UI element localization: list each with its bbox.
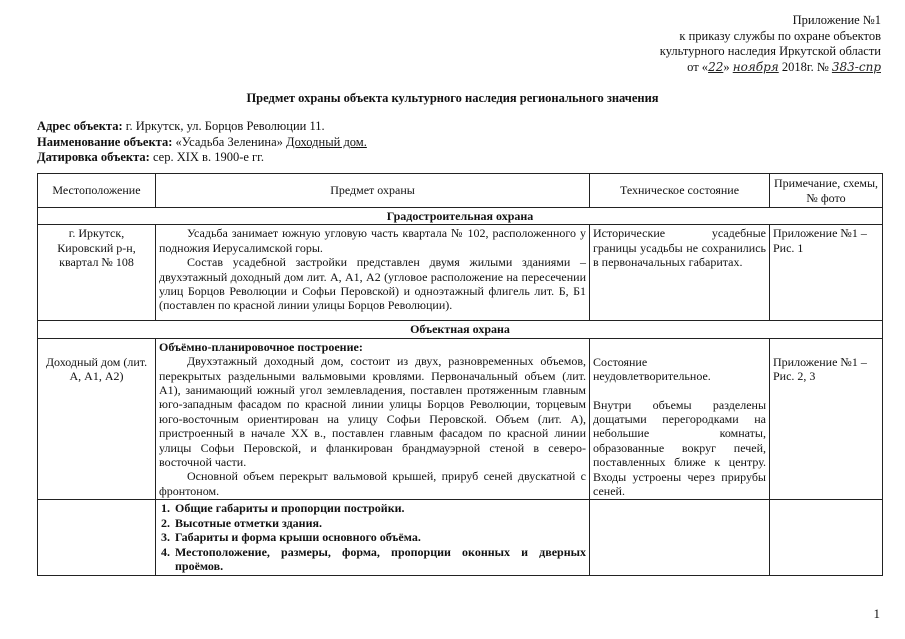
table-header-row xyxy=(38,174,883,208)
address-line xyxy=(37,119,367,135)
row1-location: г. Иркутск, Кировский р-н, квартал № 108 xyxy=(38,225,156,321)
number-label: № xyxy=(816,59,829,74)
row2-condition-p2: Внутри объемы разделены дощатыми перегородками на небольшие комнаты, образованные вокруг печей, поставленных ближе к центру. Входы устроены через прирубы сеней. xyxy=(593,397,766,499)
row2-condition xyxy=(590,338,770,500)
date-line xyxy=(37,150,367,166)
row3-location-empty xyxy=(38,500,156,575)
date-prefix: от « xyxy=(687,59,709,74)
table-row xyxy=(38,338,883,500)
handwritten-day: 22 xyxy=(708,59,724,74)
name-value-underlined: Доходный дом. xyxy=(286,134,367,149)
row2-note: Приложение №1 – Рис. 2, 3 xyxy=(770,338,883,500)
appendix-line-2: к приказу службы по охране объектов xyxy=(679,28,881,43)
date-label: Датировка объекта: xyxy=(37,150,150,164)
list-item: 1. Общие габариты и пропорции постройки. xyxy=(173,501,586,515)
address-label: Адрес объекта: xyxy=(37,119,123,133)
date-year: 2018г. xyxy=(781,59,814,74)
header-condition: Техническое состояние xyxy=(590,174,770,208)
handwritten-number: 383-спр xyxy=(831,59,881,74)
row2-subject-p1: Двухэтажный доходный дом, состоит из двух, разновременных объемов, перекрытых раздельными вальмовыми кровлями. Первоначальный объем (лит. А1), занимающий южный угол землевладения, поставлен протяженным главным юго-западным фасадом по красной линии улицы Борцов Революции, торцевым юго-восточным ориентирован на улицу Софьи Перовской. Объем (лит. А), пристроенный в начале XX в., поставлен главным фасадом по красной линии улицы Софьи Перовской, и фланкирован брандмауэрной стеной в северо-восточной части. xyxy=(159,354,586,470)
page-number: 1 xyxy=(873,606,880,621)
row2-location: Доходный дом (лит. А, А1, А2) xyxy=(38,338,156,500)
row3-condition-empty xyxy=(590,500,770,575)
table-row xyxy=(38,225,883,321)
appendix-header xyxy=(660,13,881,75)
section-title-object: Объектная охрана xyxy=(38,321,883,338)
row1-note: Приложение №1 – Рис. 1 xyxy=(770,225,883,321)
address-value: г. Иркутск, ул. Борцов Революции 11. xyxy=(125,119,325,133)
section-row-urban xyxy=(38,208,883,225)
list-item: 4. Местоположение, размеры, форма, пропорции оконных и дверных проёмов. xyxy=(173,545,586,574)
document-title: Предмет охраны объекта культурного наследия регионального значения xyxy=(246,91,659,105)
row2-subject-p2: Основной объем перекрыт вальмовой крышей, прируб сеней двускатной с фронтоном. xyxy=(159,469,586,498)
header-note: Примечание, схемы, № фото xyxy=(770,174,883,208)
row1-condition: Исторические усадебные границы усадьбы не сохранились в первоначальных габаритах. xyxy=(590,225,770,321)
header-location: Местоположение xyxy=(38,174,156,208)
appendix-line-1: Приложение №1 xyxy=(792,13,881,27)
row1-subject xyxy=(156,225,590,321)
row1-subject-p1: Усадьба занимает южную угловую часть квартала № 102, расположенного у подножия Иерусалимской горы. xyxy=(159,226,586,255)
handwritten-month: ноября xyxy=(732,59,779,74)
header-subject: Предмет охраны xyxy=(156,174,590,208)
list-item: 3. Габариты и форма крыши основного объёма. xyxy=(173,530,586,544)
row3-subject xyxy=(156,500,590,575)
features-list xyxy=(159,501,586,573)
list-item: 2. Высотные отметки здания. xyxy=(173,516,586,530)
name-value: «Усадьба Зеленина» xyxy=(175,134,283,149)
appendix-line-3: культурного наследия Иркутской области xyxy=(659,44,881,58)
name-label: Наименование объекта: xyxy=(37,134,173,149)
row3-note-empty xyxy=(770,500,883,575)
table-row xyxy=(38,500,883,575)
section-title-urban: Градостроительная охрана xyxy=(38,208,883,225)
row2-subject xyxy=(156,338,590,500)
date-mid: » xyxy=(723,59,730,74)
row2-subject-heading: Объёмно-планировочное построение: xyxy=(159,339,363,354)
row2-condition-spacer xyxy=(593,384,766,398)
row2-condition-p1: Состояние неудовлетворительное. xyxy=(593,354,711,384)
name-line xyxy=(37,135,367,151)
object-meta xyxy=(37,119,367,166)
protection-table xyxy=(37,173,883,576)
row1-subject-p2: Состав усадебной застройки представлен двумя жилыми зданиями – двухэтажный доходный дом лит. А, А1, А2 (угловое расположение на пересечении улиц Борцов Революции и Софьи Перовской) и одноэтажный флигель лит. Б, Б1 (поставлен по красной линии улицы Борцов Революции). xyxy=(159,255,586,313)
appendix-date-line xyxy=(660,60,881,76)
section-row-object xyxy=(38,321,883,338)
date-value: сер. XIX в. 1900-е гг. xyxy=(152,150,265,164)
